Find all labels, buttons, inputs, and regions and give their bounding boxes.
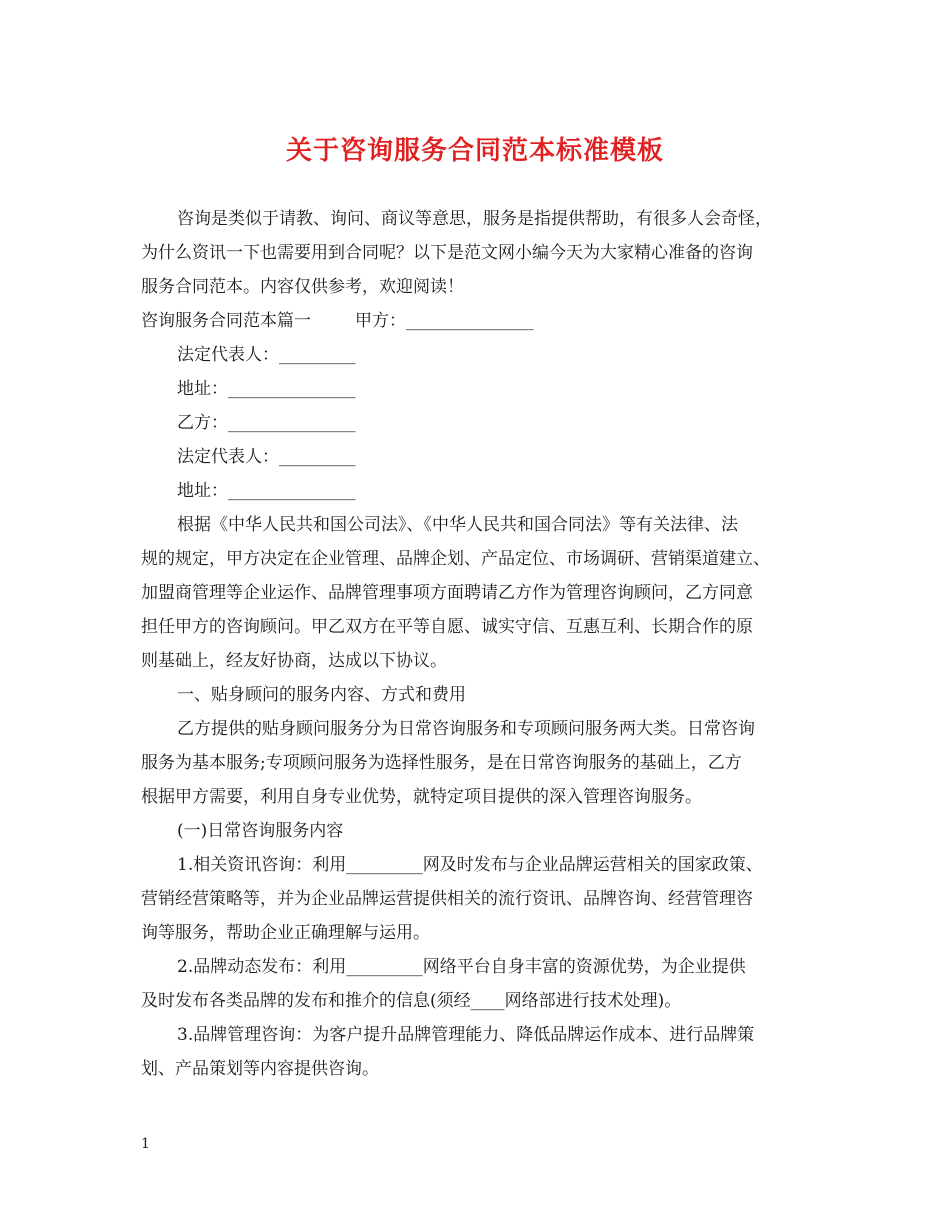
- section-heading-line: [141, 304, 831, 338]
- party-a-field: 甲方：_______________: [355, 311, 534, 331]
- paragraph-line: 营销经营策略等，并为企业品牌运营提供相关的流行资讯、品牌咨询、经营管理咨: [141, 889, 753, 909]
- paragraph-line: 为什么资讯一下也需要用到合同呢？以下是范文网小编今天为大家精心准备的咨询: [141, 243, 753, 263]
- paragraph-line: 及时发布各类品牌的发布和推介的信息(须经____网络部进行技术处理)。: [141, 991, 682, 1011]
- paragraph-line: 2.品牌动态发布：利用_________网络平台自身丰富的资源优势，为企业提供: [177, 957, 746, 977]
- paragraph-line: 根据《中华人民共和国公司法》、《中华人民共和国合同法》等有关法律、法: [177, 515, 738, 535]
- form-field-line: 地址：_______________: [177, 379, 356, 399]
- paragraph-line: 规的规定，甲方决定在企业管理、品牌企划、产品定位、市场调研、营销渠道建立、: [141, 549, 770, 569]
- paragraph-line: 乙方提供的贴身顾问服务分为日常咨询服务和专项顾问服务两大类。日常咨询: [177, 719, 755, 739]
- paragraph-line: 1.相关资讯咨询：利用_________网及时发布与企业品牌运营相关的国家政策、: [177, 855, 763, 875]
- form-field-line: 地址：_______________: [177, 481, 356, 501]
- form-field-line: 法定代表人：_________: [177, 345, 356, 365]
- paragraph-line: 根据甲方需要，利用自身专业优势，就特定项目提供的深入管理咨询服务。: [141, 787, 702, 807]
- section-heading: 咨询服务合同范本篇一: [141, 311, 311, 331]
- form-field-line: 法定代表人：_________: [177, 447, 356, 467]
- paragraph-line: 则基础上，经友好协商，达成以下协议。: [141, 651, 447, 671]
- paragraph-line: 3.品牌管理咨询：为客户提升品牌管理能力、降低品牌运作成本、进行品牌策: [177, 1025, 755, 1045]
- paragraph-line: 询等服务，帮助企业正确理解与运用。: [141, 923, 430, 943]
- paragraph-line: 服务合同范本。内容仅供参考，欢迎阅读！: [141, 277, 464, 297]
- page-number: 1: [141, 1136, 150, 1152]
- paragraph-line: 担任甲方的咨询顾问。甲乙双方在平等自愿、诚实守信、互惠互利、长期合作的原: [141, 617, 753, 637]
- paragraph-line: 服务为基本服务;专项顾问服务为选择性服务，是在日常咨询服务的基础上，乙方: [141, 753, 742, 773]
- subsection-heading: (一)日常咨询服务内容: [177, 821, 344, 841]
- document-body: [141, 202, 831, 1086]
- section-heading: 一、贴身顾问的服务内容、方式和费用: [177, 685, 466, 705]
- paragraph-line: 咨询是类似于请教、询问、商议等意思，服务是指提供帮助，有很多人会奇怪，: [177, 209, 772, 229]
- paragraph-line: 划、产品策划等内容提供咨询。: [141, 1059, 379, 1079]
- paragraph-line: 加盟商管理等企业运作、品牌管理事项方面聘请乙方作为管理咨询顾问，乙方同意: [141, 583, 753, 603]
- document-title: 关于咨询服务合同范本标准模板: [285, 136, 664, 166]
- form-field-line: 乙方：_______________: [177, 413, 356, 433]
